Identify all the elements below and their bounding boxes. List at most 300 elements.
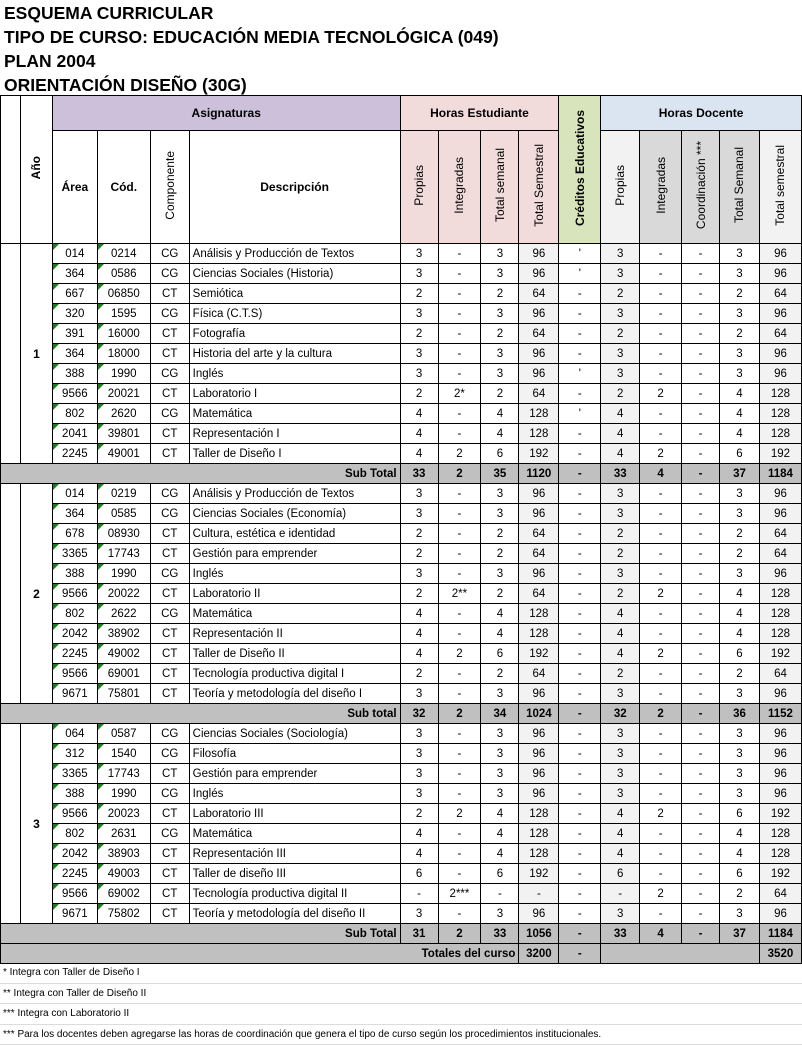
cell-d-propias: 2 (601, 384, 640, 404)
cell-cod: 17743 (97, 764, 150, 784)
cell-propias: 2 (400, 584, 438, 604)
subtotal-creditos: - (559, 704, 601, 724)
table-row (1, 684, 802, 704)
cell-total-semanal: 6 (481, 644, 519, 664)
cell-total-semestral: - (519, 884, 559, 904)
cell-area: 2245 (52, 644, 97, 664)
cell-d-coordinacion: - (682, 384, 720, 404)
cell-d-total-semanal: 2 (720, 284, 760, 304)
cell-area: 3365 (52, 544, 97, 564)
totales-docente-blank (601, 944, 760, 964)
cell-componente: CT (150, 624, 189, 644)
cell-area: 2042 (52, 624, 97, 644)
cell-creditos: - (559, 844, 601, 864)
cell-componente: CT (150, 664, 189, 684)
cell-d-propias: 3 (601, 244, 640, 264)
cell-d-integradas: - (640, 324, 682, 344)
cell-total-semestral: 192 (519, 644, 559, 664)
cell-cod: 1540 (97, 744, 150, 764)
cell-integradas: - (438, 264, 481, 284)
cell-d-total-semanal: 2 (720, 664, 760, 684)
cell-d-coordinacion: - (682, 564, 720, 584)
cell-d-coordinacion: - (682, 644, 720, 664)
cell-propias: 2 (400, 384, 438, 404)
cell-d-total-semanal: 3 (720, 684, 760, 704)
cell-cod: 1990 (97, 784, 150, 804)
cell-integradas: - (438, 864, 481, 884)
cell-total-semestral: 192 (519, 864, 559, 884)
cell-total-semestral: 64 (519, 284, 559, 304)
cell-d-integradas: 2 (640, 884, 682, 904)
cell-d-total-semanal: 2 (720, 324, 760, 344)
table-row (1, 364, 802, 384)
cell-total-semanal: 4 (481, 424, 519, 444)
cell-integradas: - (438, 724, 481, 744)
cell-d-propias: 4 (601, 604, 640, 624)
cell-descripcion: Taller de Diseño I (189, 444, 400, 464)
cell-d-total-semestral: 128 (759, 844, 801, 864)
cell-creditos: - (559, 524, 601, 544)
cell-creditos: - (559, 664, 601, 684)
table-row (1, 784, 802, 804)
col-area: Área (52, 131, 97, 244)
cell-total-semanal: 4 (481, 824, 519, 844)
cell-propias: 3 (400, 724, 438, 744)
cell-d-propias: 4 (601, 804, 640, 824)
cell-d-total-semestral: 192 (759, 444, 801, 464)
cell-creditos: ' (559, 364, 601, 384)
table-row (1, 884, 802, 904)
cell-descripcion: Laboratorio I (189, 384, 400, 404)
cell-d-integradas: 2 (640, 384, 682, 404)
cell-d-total-semanal: 4 (720, 824, 760, 844)
cell-total-semanal: 4 (481, 844, 519, 864)
table-row (1, 664, 802, 684)
cell-d-integradas: - (640, 244, 682, 264)
table-row (1, 904, 802, 924)
cell-d-total-semanal: 6 (720, 864, 760, 884)
cell-d-total-semanal: 2 (720, 524, 760, 544)
totales-row (1, 944, 802, 964)
cell-d-integradas: - (640, 744, 682, 764)
cell-d-propias: 3 (601, 344, 640, 364)
cell-descripcion: Representación I (189, 424, 400, 444)
cell-total-semestral: 64 (519, 384, 559, 404)
table-row (1, 264, 802, 284)
cell-cod: 69001 (97, 664, 150, 684)
cell-d-propias: 3 (601, 304, 640, 324)
cell-d-propias: 4 (601, 624, 640, 644)
cell-d-integradas: - (640, 764, 682, 784)
cell-d-integradas: 2 (640, 584, 682, 604)
cell-propias: 2 (400, 544, 438, 564)
cell-componente: CG (150, 744, 189, 764)
cell-propias: 2 (400, 324, 438, 344)
totales-label: Totales del curso (1, 944, 519, 964)
cell-creditos: - (559, 804, 601, 824)
cell-descripcion: Tecnología productiva digital II (189, 884, 400, 904)
cell-d-coordinacion: - (682, 504, 720, 524)
cell-d-integradas: - (640, 264, 682, 284)
cell-area: 364 (52, 264, 97, 284)
cell-propias: 4 (400, 444, 438, 464)
cell-total-semestral: 96 (519, 504, 559, 524)
cell-cod: 38903 (97, 844, 150, 864)
cell-d-coordinacion: - (682, 824, 720, 844)
cell-d-coordinacion: - (682, 624, 720, 644)
table-row (1, 244, 802, 264)
cell-total-semestral: 96 (519, 344, 559, 364)
cell-integradas: 2** (438, 584, 481, 604)
cell-d-total-semestral: 96 (759, 764, 801, 784)
cell-d-propias: 4 (601, 824, 640, 844)
group-horas-docente: Horas Docente (601, 96, 802, 131)
cell-integradas: - (438, 244, 481, 264)
cell-d-total-semanal: 4 (720, 844, 760, 864)
cell-d-propias: 3 (601, 364, 640, 384)
cell-cod: 75801 (97, 684, 150, 704)
cell-descripcion: Cultura, estética e identidad (189, 524, 400, 544)
cell-creditos: - (559, 504, 601, 524)
cell-integradas: 2 (438, 444, 481, 464)
cell-descripcion: Gestión para emprender (189, 764, 400, 784)
cell-creditos: - (559, 284, 601, 304)
cell-d-propias: 2 (601, 284, 640, 304)
cell-area: 2245 (52, 864, 97, 884)
cell-cod: 0219 (97, 484, 150, 504)
subtotal-d-propias: 32 (601, 704, 640, 724)
cell-d-integradas: - (640, 424, 682, 444)
cell-d-integradas: - (640, 684, 682, 704)
cell-integradas: - (438, 784, 481, 804)
cell-integradas: - (438, 684, 481, 704)
cell-d-coordinacion: - (682, 844, 720, 864)
cell-total-semanal: 4 (481, 624, 519, 644)
cell-cod: 0214 (97, 244, 150, 264)
cell-d-integradas: - (640, 524, 682, 544)
cell-total-semestral: 96 (519, 564, 559, 584)
subtotal-label: Sub Total (1, 464, 401, 484)
col-anio: Año (20, 96, 52, 244)
cell-componente: CT (150, 844, 189, 864)
cell-d-total-semestral: 96 (759, 364, 801, 384)
cell-integradas: - (438, 344, 481, 364)
table-row (1, 544, 802, 564)
cell-integradas: - (438, 364, 481, 384)
cell-d-total-semestral: 64 (759, 324, 801, 344)
cell-cod: 16000 (97, 324, 150, 344)
cell-d-total-semestral: 96 (759, 264, 801, 284)
cell-d-propias: 3 (601, 764, 640, 784)
cell-creditos: - (559, 384, 601, 404)
cell-d-integradas: - (640, 724, 682, 744)
cell-componente: CT (150, 424, 189, 444)
subtotal-total-semestral: 1056 (519, 924, 559, 944)
cell-cod: 69002 (97, 884, 150, 904)
subtotal-total-semanal: 34 (481, 704, 519, 724)
blank-corner (1, 96, 21, 244)
cell-descripcion: Laboratorio II (189, 584, 400, 604)
cell-d-total-semestral: 192 (759, 644, 801, 664)
cell-d-total-semestral: 64 (759, 664, 801, 684)
cell-d-integradas: - (640, 304, 682, 324)
cell-area: 364 (52, 344, 97, 364)
cell-total-semestral: 96 (519, 244, 559, 264)
table-row (1, 424, 802, 444)
col-cod: Cód. (97, 131, 150, 244)
cell-d-coordinacion: - (682, 524, 720, 544)
cell-integradas: - (438, 524, 481, 544)
cell-integradas: - (438, 844, 481, 864)
footnote-3: *** Integra con Laboratorio II (0, 1004, 802, 1025)
col-d-total-semanal: Total Semanal (720, 131, 760, 244)
col-d-total-semestral: Total semestral (759, 131, 801, 244)
cell-total-semanal: 3 (481, 564, 519, 584)
cell-d-total-semanal: 3 (720, 364, 760, 384)
cell-creditos: - (559, 904, 601, 924)
table-row (1, 384, 802, 404)
cell-cod: 1990 (97, 564, 150, 584)
cell-area: 9671 (52, 684, 97, 704)
title-line-1: ESQUEMA CURRICULAR (4, 3, 214, 23)
cell-d-total-semanal: 3 (720, 764, 760, 784)
cell-d-integradas: - (640, 664, 682, 684)
cell-descripcion: Representación II (189, 624, 400, 644)
cell-componente: CG (150, 824, 189, 844)
table-row (1, 604, 802, 624)
cell-componente: CG (150, 404, 189, 424)
cell-d-total-semestral: 96 (759, 504, 801, 524)
cell-d-propias: 4 (601, 644, 640, 664)
group-asignaturas: Asignaturas (52, 96, 400, 131)
cell-descripcion: Representación III (189, 844, 400, 864)
col-integradas: Integradas (438, 131, 481, 244)
cell-d-integradas: - (640, 344, 682, 364)
cell-integradas: - (438, 284, 481, 304)
cell-d-coordinacion: - (682, 884, 720, 904)
cell-creditos: - (559, 764, 601, 784)
cell-componente: CG (150, 304, 189, 324)
cell-area: 364 (52, 504, 97, 524)
cell-creditos: - (559, 884, 601, 904)
cell-integradas: - (438, 604, 481, 624)
cell-propias: 3 (400, 344, 438, 364)
cell-d-coordinacion: - (682, 864, 720, 884)
subtotal-propias: 32 (400, 704, 438, 724)
cell-d-total-semestral: 96 (759, 684, 801, 704)
cell-descripcion: Matemática (189, 404, 400, 424)
cell-integradas: - (438, 404, 481, 424)
cell-cod: 18000 (97, 344, 150, 364)
cell-componente: CT (150, 584, 189, 604)
subtotal-d-total-semestral: 1184 (759, 464, 801, 484)
cell-total-semanal: 2 (481, 584, 519, 604)
cell-d-total-semestral: 128 (759, 584, 801, 604)
cell-descripcion: Taller de Diseño II (189, 644, 400, 664)
cell-d-integradas: - (640, 404, 682, 424)
subtotal-d-integradas: 2 (640, 704, 682, 724)
cell-cod: 0587 (97, 724, 150, 744)
cell-d-total-semanal: 3 (720, 564, 760, 584)
cell-creditos: ' (559, 404, 601, 424)
cell-integradas: - (438, 504, 481, 524)
cell-propias: 3 (400, 504, 438, 524)
cell-d-total-semestral: 64 (759, 284, 801, 304)
cell-total-semestral: 64 (519, 664, 559, 684)
cell-d-propias: 2 (601, 324, 640, 344)
cell-d-propias: 2 (601, 664, 640, 684)
cell-componente: CG (150, 244, 189, 264)
cell-creditos: - (559, 684, 601, 704)
cell-total-semanal: 4 (481, 404, 519, 424)
cell-d-total-semestral: 64 (759, 884, 801, 904)
cell-d-integradas: - (640, 824, 682, 844)
cell-integradas: 2 (438, 804, 481, 824)
cell-d-propias: 3 (601, 684, 640, 704)
cell-descripcion: Gestión para emprender (189, 544, 400, 564)
cell-d-coordinacion: - (682, 904, 720, 924)
blank-left (1, 484, 21, 704)
cell-cod: 17743 (97, 544, 150, 564)
cell-d-total-semanal: 6 (720, 804, 760, 824)
cell-componente: CT (150, 884, 189, 904)
cell-d-integradas: - (640, 504, 682, 524)
cell-creditos: - (559, 784, 601, 804)
cell-total-semestral: 128 (519, 844, 559, 864)
cell-creditos: - (559, 444, 601, 464)
cell-creditos: - (559, 344, 601, 364)
cell-d-integradas: - (640, 624, 682, 644)
cell-cod: 1990 (97, 364, 150, 384)
cell-area: 802 (52, 824, 97, 844)
col-d-integradas: Integradas (640, 131, 682, 244)
cell-componente: CT (150, 344, 189, 364)
cell-integradas: 2 (438, 644, 481, 664)
subtotal-row (1, 704, 802, 724)
cell-d-coordinacion: - (682, 724, 720, 744)
subtotal-propias: 31 (400, 924, 438, 944)
cell-d-total-semestral: 64 (759, 524, 801, 544)
cell-cod: 49002 (97, 644, 150, 664)
cell-total-semanal: 3 (481, 484, 519, 504)
cell-cod: 20022 (97, 584, 150, 604)
cell-componente: CG (150, 604, 189, 624)
subtotal-row (1, 924, 802, 944)
cell-d-propias: 4 (601, 424, 640, 444)
cell-propias: 2 (400, 804, 438, 824)
cell-d-coordinacion: - (682, 244, 720, 264)
cell-total-semestral: 64 (519, 584, 559, 604)
footnote-2: ** Integra con Taller de Diseño II (0, 984, 802, 1005)
cell-total-semanal: 3 (481, 344, 519, 364)
table-row (1, 824, 802, 844)
year-label: 3 (20, 724, 52, 924)
cell-d-total-semanal: 3 (720, 484, 760, 504)
subtotal-d-total-semanal: 37 (720, 464, 760, 484)
table-row (1, 624, 802, 644)
subtotal-integradas: 2 (438, 464, 481, 484)
subtotal-d-coordinacion: - (682, 924, 720, 944)
cell-creditos: - (559, 564, 601, 584)
cell-cod: 20021 (97, 384, 150, 404)
table-row (1, 844, 802, 864)
cell-d-propias: 2 (601, 524, 640, 544)
cell-d-integradas: 2 (640, 644, 682, 664)
cell-cod: 49003 (97, 864, 150, 884)
cell-d-total-semanal: 4 (720, 604, 760, 624)
cell-area: 064 (52, 724, 97, 744)
cell-componente: CG (150, 504, 189, 524)
cell-total-semestral: 96 (519, 364, 559, 384)
cell-d-integradas: - (640, 864, 682, 884)
cell-propias: - (400, 884, 438, 904)
cell-d-total-semanal: 3 (720, 724, 760, 744)
cell-integradas: - (438, 564, 481, 584)
cell-integradas: - (438, 824, 481, 844)
table-row (1, 444, 802, 464)
cell-total-semestral: 128 (519, 624, 559, 644)
cell-d-integradas: - (640, 284, 682, 304)
cell-propias: 3 (400, 764, 438, 784)
cell-total-semanal: 6 (481, 864, 519, 884)
cell-area: 320 (52, 304, 97, 324)
subtotal-label: Sub total (1, 704, 401, 724)
cell-total-semestral: 128 (519, 404, 559, 424)
cell-total-semestral: 128 (519, 604, 559, 624)
cell-integradas: - (438, 324, 481, 344)
cell-d-total-semanal: 4 (720, 584, 760, 604)
table-row (1, 644, 802, 664)
cell-descripcion: Taller de diseño III (189, 864, 400, 884)
cell-descripcion: Inglés (189, 784, 400, 804)
cell-descripcion: Ciencias Sociales (Economía) (189, 504, 400, 524)
cell-propias: 4 (400, 844, 438, 864)
cell-creditos: ' (559, 264, 601, 284)
subtotal-d-propias: 33 (601, 924, 640, 944)
cell-creditos: - (559, 544, 601, 564)
cell-d-total-semestral: 96 (759, 484, 801, 504)
cell-integradas: - (438, 484, 481, 504)
cell-d-coordinacion: - (682, 684, 720, 704)
cell-d-total-semanal: 3 (720, 264, 760, 284)
cell-total-semanal: 4 (481, 604, 519, 624)
subtotal-integradas: 2 (438, 924, 481, 944)
cell-creditos: - (559, 424, 601, 444)
subtotal-d-total-semestral: 1152 (759, 704, 801, 724)
footnotes (0, 963, 802, 1045)
cell-componente: CT (150, 904, 189, 924)
cell-area: 9566 (52, 584, 97, 604)
cell-creditos: - (559, 624, 601, 644)
cell-total-semanal: 3 (481, 784, 519, 804)
cell-total-semanal: 3 (481, 244, 519, 264)
subtotal-d-integradas: 4 (640, 464, 682, 484)
cell-area: 802 (52, 404, 97, 424)
cell-total-semestral: 96 (519, 764, 559, 784)
cell-d-total-semestral: 128 (759, 384, 801, 404)
cell-total-semestral: 96 (519, 304, 559, 324)
subtotal-d-total-semanal: 36 (720, 704, 760, 724)
cell-d-propias: 3 (601, 484, 640, 504)
footnote-1: * Integra con Taller de Diseño I (0, 963, 802, 984)
cell-cod: 2622 (97, 604, 150, 624)
cell-propias: 4 (400, 624, 438, 644)
cell-area: 388 (52, 564, 97, 584)
cell-propias: 4 (400, 604, 438, 624)
cell-d-total-semestral: 192 (759, 804, 801, 824)
cell-componente: CG (150, 724, 189, 744)
cell-total-semestral: 128 (519, 424, 559, 444)
